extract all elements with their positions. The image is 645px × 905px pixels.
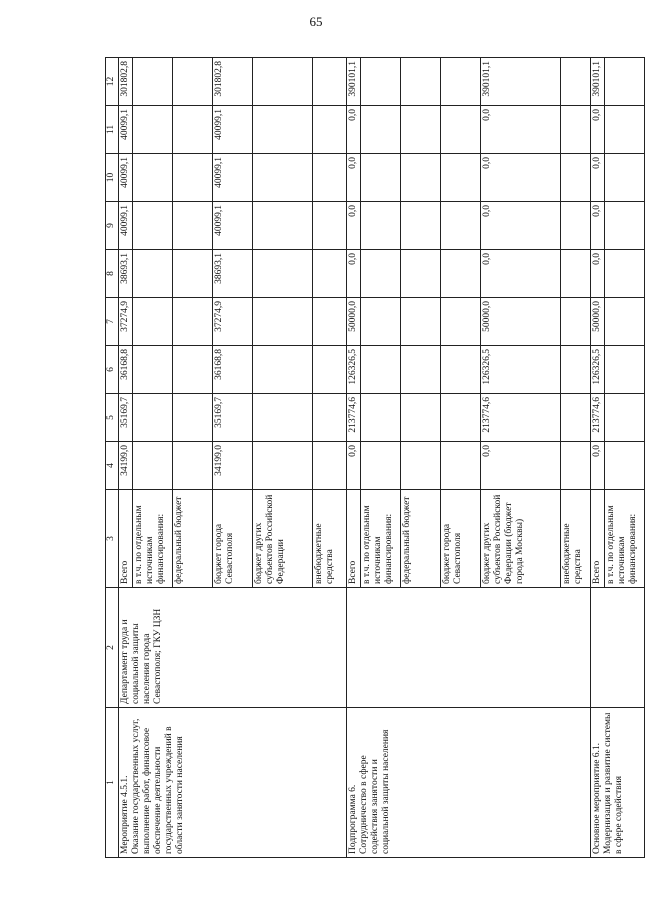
amount-cell	[133, 346, 173, 394]
amount-cell	[441, 394, 481, 442]
amount-cell	[253, 154, 313, 202]
amount-cell	[313, 106, 347, 154]
table-row	[591, 58, 605, 858]
amount-cell: 126326,5	[347, 346, 361, 394]
amount-cell	[441, 298, 481, 346]
amount-cell: 213774,6	[481, 394, 561, 442]
header-cell: 1	[106, 708, 119, 858]
amount-cell	[561, 154, 591, 202]
amount-cell: 0,0	[347, 154, 361, 202]
amount-cell: 0,0	[347, 202, 361, 250]
amount-cell	[441, 154, 481, 202]
header-cell: 9	[106, 202, 119, 250]
amount-cell	[605, 154, 645, 202]
amount-cell	[561, 394, 591, 442]
amount-cell: 0,0	[481, 154, 561, 202]
amount-cell	[253, 346, 313, 394]
amount-cell	[401, 106, 441, 154]
amount-cell	[561, 250, 591, 298]
amount-cell	[441, 106, 481, 154]
amount-cell	[605, 298, 645, 346]
amount-cell: 0,0	[347, 106, 361, 154]
executor-cell	[591, 588, 645, 708]
amount-cell	[253, 202, 313, 250]
amount-cell	[173, 202, 213, 250]
executor-cell: Департамент труда и социальной защиты населения города Севастополя; ГКУ ЦЗН	[119, 588, 347, 708]
amount-cell: 0,0	[591, 442, 605, 490]
amount-cell: 50000,0	[347, 298, 361, 346]
funding-source-cell: в т.ч. по отдельным источникам финансирования:	[605, 490, 645, 588]
amount-cell	[133, 202, 173, 250]
amount-cell	[133, 106, 173, 154]
amount-cell: 390101,1	[591, 58, 605, 106]
amount-cell: 301802,8	[213, 58, 253, 106]
amount-cell	[401, 442, 441, 490]
amount-cell: 0,0	[591, 202, 605, 250]
funding-source-cell: внебюджетные средства	[313, 490, 347, 588]
amount-cell: 126326,5	[591, 346, 605, 394]
amount-cell	[361, 106, 401, 154]
amount-cell	[401, 202, 441, 250]
amount-cell	[173, 394, 213, 442]
amount-cell: 0,0	[481, 250, 561, 298]
amount-cell	[561, 106, 591, 154]
amount-cell: 0,0	[591, 154, 605, 202]
amount-cell	[441, 250, 481, 298]
amount-cell	[313, 442, 347, 490]
amount-cell	[361, 346, 401, 394]
amount-cell	[173, 250, 213, 298]
funding-source-cell: в т.ч. по отдельным источникам финансирования:	[361, 490, 401, 588]
amount-cell: 40099,1	[119, 106, 133, 154]
amount-cell: 213774,6	[347, 394, 361, 442]
header-cell: 8	[106, 250, 119, 298]
amount-cell: 40099,1	[213, 106, 253, 154]
header-cell: 2	[106, 588, 119, 708]
amount-cell	[133, 442, 173, 490]
amount-cell: 213774,6	[591, 394, 605, 442]
amount-cell	[605, 346, 645, 394]
amount-cell	[361, 250, 401, 298]
amount-cell	[561, 298, 591, 346]
amount-cell: 390101,1	[347, 58, 361, 106]
measure-name-cell: Основное мероприятие 6.1. Модернизация и развитие системы в сфере содействия	[591, 708, 645, 858]
amount-cell: 36168,8	[213, 346, 253, 394]
amount-cell	[401, 394, 441, 442]
header-cell: 6	[106, 346, 119, 394]
measure-name-cell: Подпрограмма 6. Сотрудничество в сфере содействия занятости и социальной защиты населения	[347, 708, 591, 858]
amount-cell	[605, 250, 645, 298]
header-cell: 3	[106, 490, 119, 588]
amount-cell	[401, 298, 441, 346]
amount-cell	[253, 58, 313, 106]
amount-cell	[313, 346, 347, 394]
amount-cell	[253, 106, 313, 154]
amount-cell	[561, 346, 591, 394]
amount-cell	[253, 394, 313, 442]
amount-cell: 40099,1	[119, 154, 133, 202]
amount-cell	[133, 298, 173, 346]
page-number: 65	[309, 14, 323, 29]
amount-cell	[561, 202, 591, 250]
amount-cell	[313, 58, 347, 106]
amount-cell	[361, 298, 401, 346]
amount-cell: 0,0	[347, 250, 361, 298]
funding-source-cell: внебюджетные средства	[561, 490, 591, 588]
amount-cell	[441, 442, 481, 490]
amount-cell	[133, 250, 173, 298]
header-cell: 5	[106, 394, 119, 442]
amount-cell: 38693,1	[119, 250, 133, 298]
header-row	[106, 58, 119, 858]
amount-cell	[173, 58, 213, 106]
amount-cell	[561, 58, 591, 106]
header-cell: 4	[106, 442, 119, 490]
amount-cell	[253, 442, 313, 490]
amount-cell	[401, 154, 441, 202]
amount-cell	[253, 298, 313, 346]
amount-cell: 0,0	[481, 202, 561, 250]
amount-cell	[173, 106, 213, 154]
amount-cell: 0,0	[347, 442, 361, 490]
amount-cell: 0,0	[591, 106, 605, 154]
amount-cell	[401, 58, 441, 106]
amount-cell	[173, 154, 213, 202]
measure-name-cell: Мероприятие 4.5.1. Оказание государственных услуг, выполнение работ, финансовое обеспечение деятельности государственных учреждений в области занятости населения	[119, 708, 347, 858]
amount-cell	[605, 58, 645, 106]
rotated-table-container	[105, 58, 638, 858]
amount-cell	[133, 394, 173, 442]
amount-cell: 0,0	[481, 106, 561, 154]
amount-cell	[173, 298, 213, 346]
header-cell: 10	[106, 154, 119, 202]
amount-cell	[313, 298, 347, 346]
funding-source-cell: Всего	[119, 490, 133, 588]
funding-source-cell: федеральный бюджет	[173, 490, 213, 588]
amount-cell	[313, 250, 347, 298]
amount-cell: 301802,8	[119, 58, 133, 106]
funding-source-cell: федеральный бюджет	[401, 490, 441, 588]
amount-cell	[133, 154, 173, 202]
amount-cell	[361, 442, 401, 490]
amount-cell	[401, 250, 441, 298]
amount-cell: 34199,0	[119, 442, 133, 490]
amount-cell	[173, 346, 213, 394]
header-cell: 11	[106, 106, 119, 154]
amount-cell	[361, 394, 401, 442]
amount-cell	[173, 442, 213, 490]
amount-cell: 0,0	[591, 250, 605, 298]
table-row	[119, 58, 133, 858]
amount-cell: 36168,8	[119, 346, 133, 394]
amount-cell	[313, 394, 347, 442]
amount-cell: 34199,0	[213, 442, 253, 490]
amount-cell: 37274,9	[119, 298, 133, 346]
amount-cell: 40099,1	[213, 154, 253, 202]
funding-source-cell: Всего	[347, 490, 361, 588]
amount-cell: 50000,0	[481, 298, 561, 346]
amount-cell	[133, 58, 173, 106]
amount-cell	[605, 442, 645, 490]
amount-cell	[401, 346, 441, 394]
amount-cell	[605, 202, 645, 250]
amount-cell	[605, 106, 645, 154]
funding-source-cell: бюджет других субъектов Российской Федерации (бюджет города Москвы)	[481, 490, 561, 588]
amount-cell	[441, 202, 481, 250]
amount-cell	[253, 250, 313, 298]
table-row	[347, 58, 361, 858]
amount-cell	[441, 346, 481, 394]
table-body	[106, 58, 645, 858]
amount-cell: 50000,0	[591, 298, 605, 346]
amount-cell: 126326,5	[481, 346, 561, 394]
amount-cell	[313, 154, 347, 202]
amount-cell: 35169,7	[213, 394, 253, 442]
budget-table	[105, 57, 645, 858]
amount-cell	[441, 58, 481, 106]
amount-cell	[313, 202, 347, 250]
amount-cell: 35169,7	[119, 394, 133, 442]
amount-cell: 40099,1	[213, 202, 253, 250]
amount-cell: 0,0	[481, 442, 561, 490]
amount-cell	[361, 154, 401, 202]
amount-cell	[605, 394, 645, 442]
amount-cell: 390101,1	[481, 58, 561, 106]
funding-source-cell: Всего	[591, 490, 605, 588]
funding-source-cell: бюджет города Севастополя	[441, 490, 481, 588]
amount-cell: 40099,1	[119, 202, 133, 250]
amount-cell	[361, 58, 401, 106]
header-cell: 12	[106, 58, 119, 106]
funding-source-cell: бюджет других субъектов Российской Федерации	[253, 490, 313, 588]
funding-source-cell: бюджет города Севастополя	[213, 490, 253, 588]
amount-cell: 38693,1	[213, 250, 253, 298]
funding-source-cell: в т.ч. по отдельным источникам финансирования:	[133, 490, 173, 588]
header-cell: 7	[106, 298, 119, 346]
executor-cell	[347, 588, 591, 708]
amount-cell	[561, 442, 591, 490]
amount-cell: 37274,9	[213, 298, 253, 346]
amount-cell	[361, 202, 401, 250]
